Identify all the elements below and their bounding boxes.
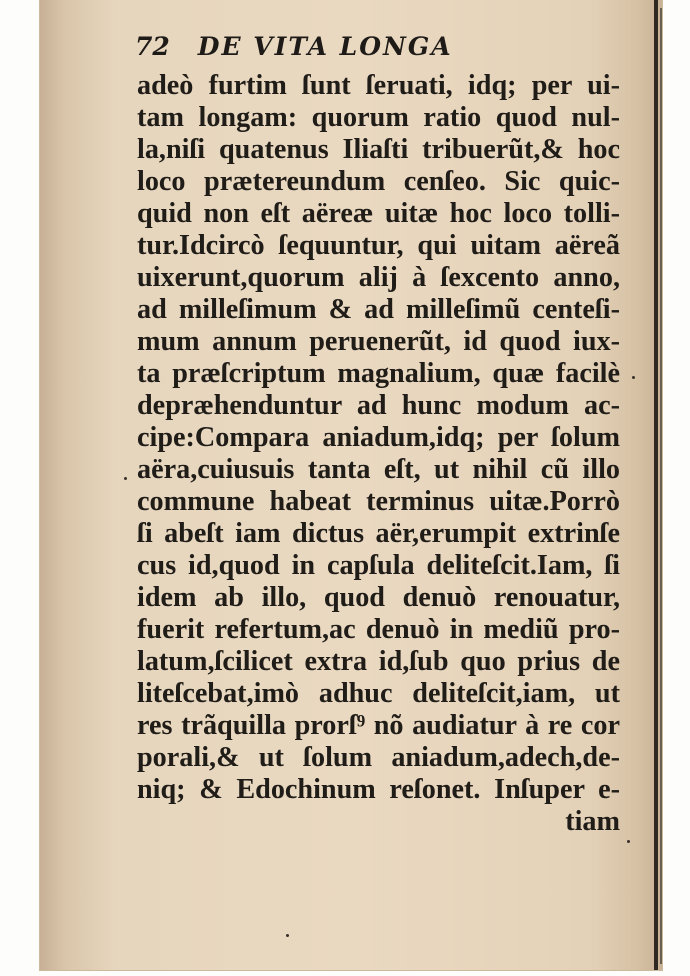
text-line: quid non eſt aëreæ uitæ hoc loco tolli-	[137, 198, 620, 229]
text-line: depræhenduntur ad hunc modum ac-	[137, 390, 620, 421]
catchword: tiam	[565, 806, 620, 837]
page-edge	[654, 0, 658, 970]
running-title: DE VITA LONGA	[197, 32, 453, 61]
text-line: cus id,quod in capſula deliteſcit.Iam, ſi	[137, 550, 620, 581]
ink-speck	[124, 477, 127, 480]
text-line: ſi abeſt iam dictus aër,erumpit extrinſe	[137, 518, 620, 549]
text-line: adeò furtim ſunt ſeruati, idq; per ui-	[137, 70, 620, 101]
text-line: uixerunt,quorum alij à ſexcento anno,	[137, 262, 620, 293]
text-line: tam longam: quorum ratio quod nul-	[137, 102, 620, 133]
page-number: 72	[135, 32, 170, 61]
ink-speck	[286, 934, 289, 937]
text-line: liteſcebat,imò adhuc deliteſcit,iam, ut	[137, 678, 620, 709]
text-line: latum,ſcilicet extra id,ſub quo prius de	[137, 646, 620, 677]
page-edge-shadow	[660, 8, 662, 964]
text-line: aëra,cuiusuis tanta eſt, ut nihil cũ illo	[137, 454, 620, 485]
ink-speck	[632, 376, 635, 379]
text-line: fuerit refertum,ac denuò in mediũ pro-	[137, 614, 620, 645]
text-line: ta præſcriptum magnalium, quæ facilè	[137, 358, 620, 389]
text-line: la,niſi quatenus Iliaſti tribuerũt,& hoc	[137, 134, 620, 165]
running-head	[135, 32, 453, 61]
text-line: porali,& ut ſolum aniadum,adech,de-	[137, 742, 620, 773]
text-line: ad milleſimum & ad milleſimũ centeſi-	[137, 294, 620, 325]
text-line: idem ab illo, quod denuò renouatur,	[137, 582, 620, 613]
text-line: loco prætereundum cenſeo. Sic quic-	[137, 166, 620, 197]
text-line: res trãquilla prorſ⁹ nõ audiatur à re cor	[137, 710, 620, 741]
text-line: tur.Idcircò ſequuntur, qui uitam aëreã	[137, 230, 620, 261]
text-line: cipe:Compara aniadum,idq; per ſolum	[137, 422, 620, 453]
text-line: mum annum peruenerũt, id quod iux-	[137, 326, 620, 357]
text-line: commune habeat terminus uitæ.Porrò	[137, 486, 620, 517]
text-line: niq; & Edochinum reſonet. Inſuper e-	[137, 774, 620, 805]
ink-speck	[627, 840, 630, 843]
